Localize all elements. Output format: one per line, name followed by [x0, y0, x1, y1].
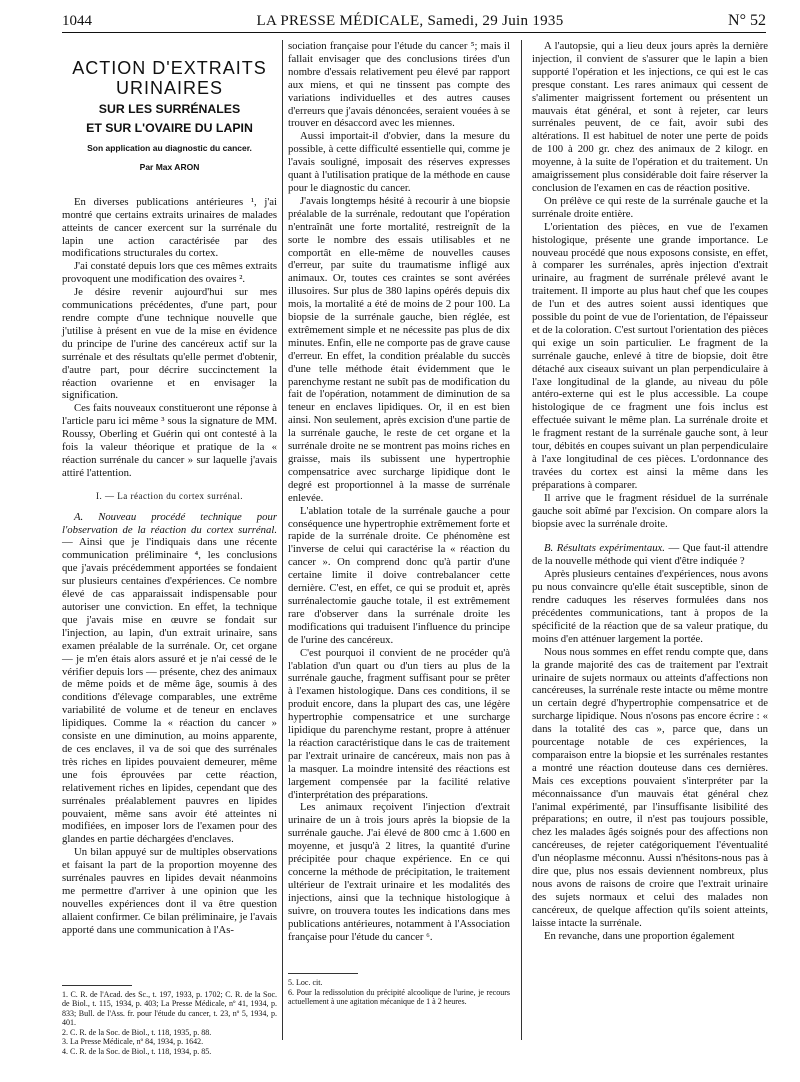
- footnote: 5. Loc. cit.: [288, 978, 323, 988]
- footnote: 6. Pour la redissolution du précipité alcoolique de l'urine, je recours actuellement à une agitation mécanique de 1 à 2 heures.: [288, 987, 510, 1007]
- paragraph: Je désire revenir aujourd'hui sur mes communications précédentes, d'une part, pour rendre compte d'une technique nouvelle que j'utilise à présent en vue de la mise en évidence du principe de l'urine des cancéreux actif sur la surrénale et des résultats qu'elle permet d'obtenir, d'autre part, pour décrire succinctement la réaction ovarienne et en envisager la signification.: [62, 286, 277, 402]
- paragraph: J'ai constaté depuis lors que ces mêmes extraits provoquent une modification des ovaires ².: [62, 260, 277, 286]
- footnotes: [62, 990, 277, 1057]
- paragraph: A. Nouveau procédé technique pour l'observation de la réaction du cortex surrénal. — Ainsi que je l'indiquais dans une récente communication préliminaire ⁴, les conclusions que j'avais précédemment apportées se fondaient sur plusieurs centaines d'expériences. Ce nombre élevé de cas apparaissait indispensable pour autoriser une conviction. En effet, la technique que j'avais mise en œuvre se fondait sur l'injection, au lapin, d'un extrait urinaire, sans examen préalable de la surrénale. Or, cet organe — je m'en étais alors assuré et je n'ai cessé de le vérifier depuis lors — présente, chez des animaux de même poids et de même âge, soumis à des conditions d'élevage comparables, une extrême variabilité de volume et de teneur en enclaves lipidiques. Comme la « réaction du cancer » consiste en une diminution, au moins apparente, de ces enclaves, il va de soi que des surrénales très riches en lipides pouvaient demeurer, même une fois éprouvées par cette réaction, relativement riches en lipides, cependant que des surrénales préalablement pauvres en lipides pouvaient, même sans avoir été atteintes ni modifiées, en imposer lors de l'examen pour des glandes en partie déchargées d'enclaves.: [62, 510, 277, 846]
- paragraph: L'orientation des pièces, en vue de l'examen histologique, présente une grande importance. Le nouveau procédé que nous exposons consiste, en effet, à comparer les surrénales, après injection d'extrait urinaire, au fragment de surrénale prélevé avant le traitement. Il importe au plus haut chef que les coupes de l'un et des autres soient aussi identiques que possible du point de vue de l'orientation, de l'épaisseur et de la coloration. C'est surtout l'orientation des pièces qui exige un soin particulier. Le fragment de la surrénale gauche, enlevé à titre de biopsie, doit être détaché aux ciseaux suivant un plan perpendiculaire à l'axe longitudinal de la glande, au niveau du pôle antéro-externe qui est le plus accessible. La coupe histologique de ce fragment une fois inclus est effectuée suivant le même plan. La surrénale droite et le fragment restant de la surrénale gauche sont, à leur tour, débités en coupes suivant un plan perpendiculaire à l'axe longitudinal de ces pièces. L'ordonnance des travées du cortex est ainsi la même dans les préparations à comparer.: [532, 220, 768, 491]
- footnote: 3. La Presse Médicale, nº 84, 1934, p. 1642.: [62, 1037, 204, 1047]
- column-3: [532, 40, 768, 943]
- paragraph: Un bilan appuyé sur de multiples observations et faisant la part de la proportion moyenne des surrénales pauvres en lipides devait néanmoins me permettre d'arriver à une opinion que les nouvelles expériences dont il va être question allaient confirmer. Ce bilan préliminaire, je l'avais apporté dans une communication à l'As-: [62, 846, 277, 936]
- paragraph: Après plusieurs centaines d'expériences, nous avons pu nous convaincre qu'elle était susceptible, sinon de rendre caduques les réserves formulées dans nos précédentes communications, tant à propos de la spécificité de la réaction que de sa valeur pratique, du moins d'en atténuer largement la portée.: [532, 568, 768, 645]
- column-2: [288, 40, 510, 1007]
- column-divider: [282, 40, 283, 1040]
- paragraph: En revanche, dans une proportion également: [544, 929, 735, 942]
- paragraph: J'avais longtemps hésité à recourir à une biopsie préalable de la surrénale, redoutant que l'opération n'entraînât une forte mortalité, restreignît de la sorte le nombre des essais utilisables et ne comportât en elle-même de nouvelles causes d'erreur, par suite du traumatisme infligé aux animaux. Or, toutes ces craintes se sont avérées illusoires. Sur plus de 380 lapins opérés depuis dix mois, la mortalité a été de moins de 2 pour 100. La biopsie de la surrénale gauche, bien réglée, est extrêmement simple et ne nécessite pas plus de dix minutes. Enfin, elle ne comporte pas de grave cause d'erreur. En effet, la condition préalable du succès d'une telle méthode était évidemment que le parenchyme restant ne subît pas de modification du fait de l'opération, notamment de diminution de sa teneur en enclaves lipidiques. Or, il en est bien ainsi. Non seulement, après excision d'une partie de la surrénale gauche, le reste de cet organe et la surrénale droite ne se montrent pas moins riches en graisse, mais ils subissent une hypertrophie compensatrice avec surcharge lipidique dont le degré est proportionnel à la masse de surrénale enlevée.: [288, 194, 510, 504]
- application-line: Son application au diagnostic du cancer.: [87, 143, 252, 153]
- author-line: Par Max ARON: [139, 161, 200, 172]
- footnote: 1. C. R. de l'Acad. des Sc., t. 197, 1933, p. 1702; C. R. de la Soc. de Biol., t. 115, 1934, p. 403; La Presse Médicale, nº 41, 1934, p. 833; Bull. de l'Ass. fr. pour l'étude du cancer, t. 23, nº 5, 1934, p. 401.: [62, 989, 277, 1028]
- subheading: B. Résultats expérimentaux.: [544, 542, 665, 555]
- paragraph: Les animaux reçoivent l'injection d'extrait urinaire de un à trois jours après la biopsie de la surrénale gauche. J'ai élevé de 800 cmc à 1.600 en moyenne, et jusqu'à 2 litres, la quantité d'urine précipitée pour chaque expérience. En ce qui concerne la méthode de précipitation, le traitement ultérieur de l'extrait urinaire et les modalités des injections, ainsi que la technique histologique à suivre, on trouvera toutes les indications dans mes publications antérieures, notamment à l'Association française pour l'étude du cancer ⁶.: [288, 801, 510, 943]
- section-heading: I. — La réaction du cortex surrénal.: [96, 490, 243, 501]
- running-header: [62, 8, 766, 30]
- article-subtitle-1: SUR LES SURRÉNALES: [98, 102, 241, 116]
- article-subtitle-2: ET SUR L'OVAIRE DU LAPIN: [86, 121, 253, 135]
- footnote-rule: [288, 973, 358, 974]
- paragraph: Nous nous sommes en effet rendu compte que, dans la grande majorité des cas de traitement par l'extrait urinaire de sujets normaux ou atteints d'affections non cancéreuses, la surrénale reste intacte ou même montre un certain degré d'hypertrophie compensatrice et de surcharge lipidique. Nous n'osons pas encore écrire : « dans la totalité des cas », parce que, dans un pourcentage notable de ces expériences, la comparaison entre la biopsie et les surrénales restantes a montré une réaction douteuse dans ces dernières. Mais ces exceptions pouvaient s'interpréter par la méconnaissance d'un mauvais état général chez l'animal expérimenté, par l'insuffisante lisibilité des préparations; en outre, il n'est pas toujours possible, chez les malades âgés soignés pour des affections non cancéreuses, de rejeter catégoriquement l'éventualité d'un néoplasme méconnu. Aussi n'hésitons-nous pas à dire que, plus nos essais deviennent nombreux, plus nous avons de raisons de croire que l'extrait urinaire des sujets normaux et celui des malades non cancéreux, de quelque affection qu'ils soient atteints, laisse intacte la surrénale.: [532, 645, 768, 929]
- paragraph: A l'autopsie, qui a lieu deux jours après la dernière injection, il convient de s'assurer que le lapin a bien supporté l'opération et les injections, ce qui est le cas presque constant. Les rares animaux qui cessent de s'alimenter maigrissent fortement ou présentent un mauvais état général, et sont à rejeter, car leurs surrénales peuvent, de ce fait, avoir subi des altérations. Il est habituel de noter une perte de poids de 100 à 200 gr. chez des animaux de 2 kilogr. en moyenne, à la suite de l'opération et du traitement. Un amaigrissement plus considérable doit faire réserver la conclusion de l'examen en cas de réaction positive.: [532, 40, 768, 194]
- column-1: [62, 40, 277, 1056]
- paragraph: Ces faits nouveaux constitueront une réponse à l'article paru ici même ³ sous la signature de MM. Roussy, Oberling et Guérin qui ont contesté à la fois la valeur théorique et pratique de la « réaction surrénale du cancer » sur laquelle j'avais attiré l'attention.: [62, 402, 277, 479]
- header-rule: [62, 32, 766, 33]
- paragraph: Aussi importait-il d'obvier, dans la mesure du possible, à cette difficulté essentielle qui, comme je l'avais souligné, imposait des réserves expresses quant à l'utilisation pratique de la méthode en cause pour le diagnostic du cancer.: [288, 130, 510, 194]
- paragraph: On prélève ce qui reste de la surrénale gauche et la surrénale droite entière.: [532, 194, 768, 220]
- footnotes: [288, 978, 510, 1007]
- subheading: A. Nouveau procédé technique pour l'observation de la réaction du cortex surrénal.: [62, 510, 277, 536]
- paragraph: C'est pourquoi il convient de ne procéder qu'à l'ablation d'un quart ou d'un tiers au plus de la surrénale gauche, fragment suffisant pour se prêter à l'examen histologique. Dans ces conditions, il se produit encore, dans la plupart des cas, une légère hypertrophie compensatrice et une surcharge lipidique du parenchyme restant, propre à atténuer la réaction caractéristique dans le cas de traitement par l'extrait urinaire de cancéreux, mais non pas à la masquer. La moindre intensité des réactions est largement compensée par la facilité relative d'interprétation des préparations.: [288, 646, 510, 801]
- paragraph: sociation française pour l'étude du cancer ⁵; mais il fallait envisager que des conclusions tirées d'un nombre d'essais relativement peu élevé par rapport aux miens, et qui ne tinssent pas compte des variations individuelles et des autres causes d'erreurs que j'avais dénoncées, seraient vouées à se trouver en désaccord avec les miennes.: [288, 40, 510, 130]
- issue-number: N° 52: [728, 12, 766, 29]
- footnote-rule: [62, 985, 132, 986]
- paragraph: L'ablation totale de la surrénale gauche a pour conséquence une hypertrophie extrêmement forte et rapide de la surrénale droite. Ce phénomène est l'inverse de celui qui caractérise la « réaction du cancer ». On comprend donc qu'à partir d'une certaine limite il doive contrebalancer cette dernière. C'est, en effet, ce qui se produit et, après surrénalectomie gauche totale, il est extrêmement rare d'observer dans la surrénale droite les modifications qui traduisent l'influence du principe de l'urine des cancéreux.: [288, 504, 510, 646]
- journal-title: LA PRESSE MÉDICALE, Samedi, 29 Juin 1935: [256, 13, 564, 29]
- column-divider: [521, 40, 522, 1040]
- footnote: 2. C. R. de la Soc. de Biol., t. 118, 1935, p. 88.: [62, 1027, 212, 1037]
- page-number: 1044: [62, 13, 92, 29]
- article-title: ACTION D'EXTRAITS URINAIRES: [72, 58, 267, 98]
- footnote: 4. C. R. de la Soc. de Biol., t. 118, 1934, p. 85.: [62, 1046, 212, 1056]
- paragraph: En diverses publications antérieures ¹, j'ai montré que certains extraits urinaires de malades atteints de cancer exercent sur la surrénale du lapin une action caractérisée par des modifications structurales du cortex.: [62, 195, 277, 260]
- paragraph: B. Résultats expérimentaux. — Que faut-il attendre de la nouvelle méthode qui vient d'être indiquée ?: [532, 542, 768, 568]
- paragraph: Il arrive que le fragment résiduel de la surrénale gauche soit abîmé par l'excision. On compare alors la biopsie avec la surrénale droite.: [532, 491, 768, 530]
